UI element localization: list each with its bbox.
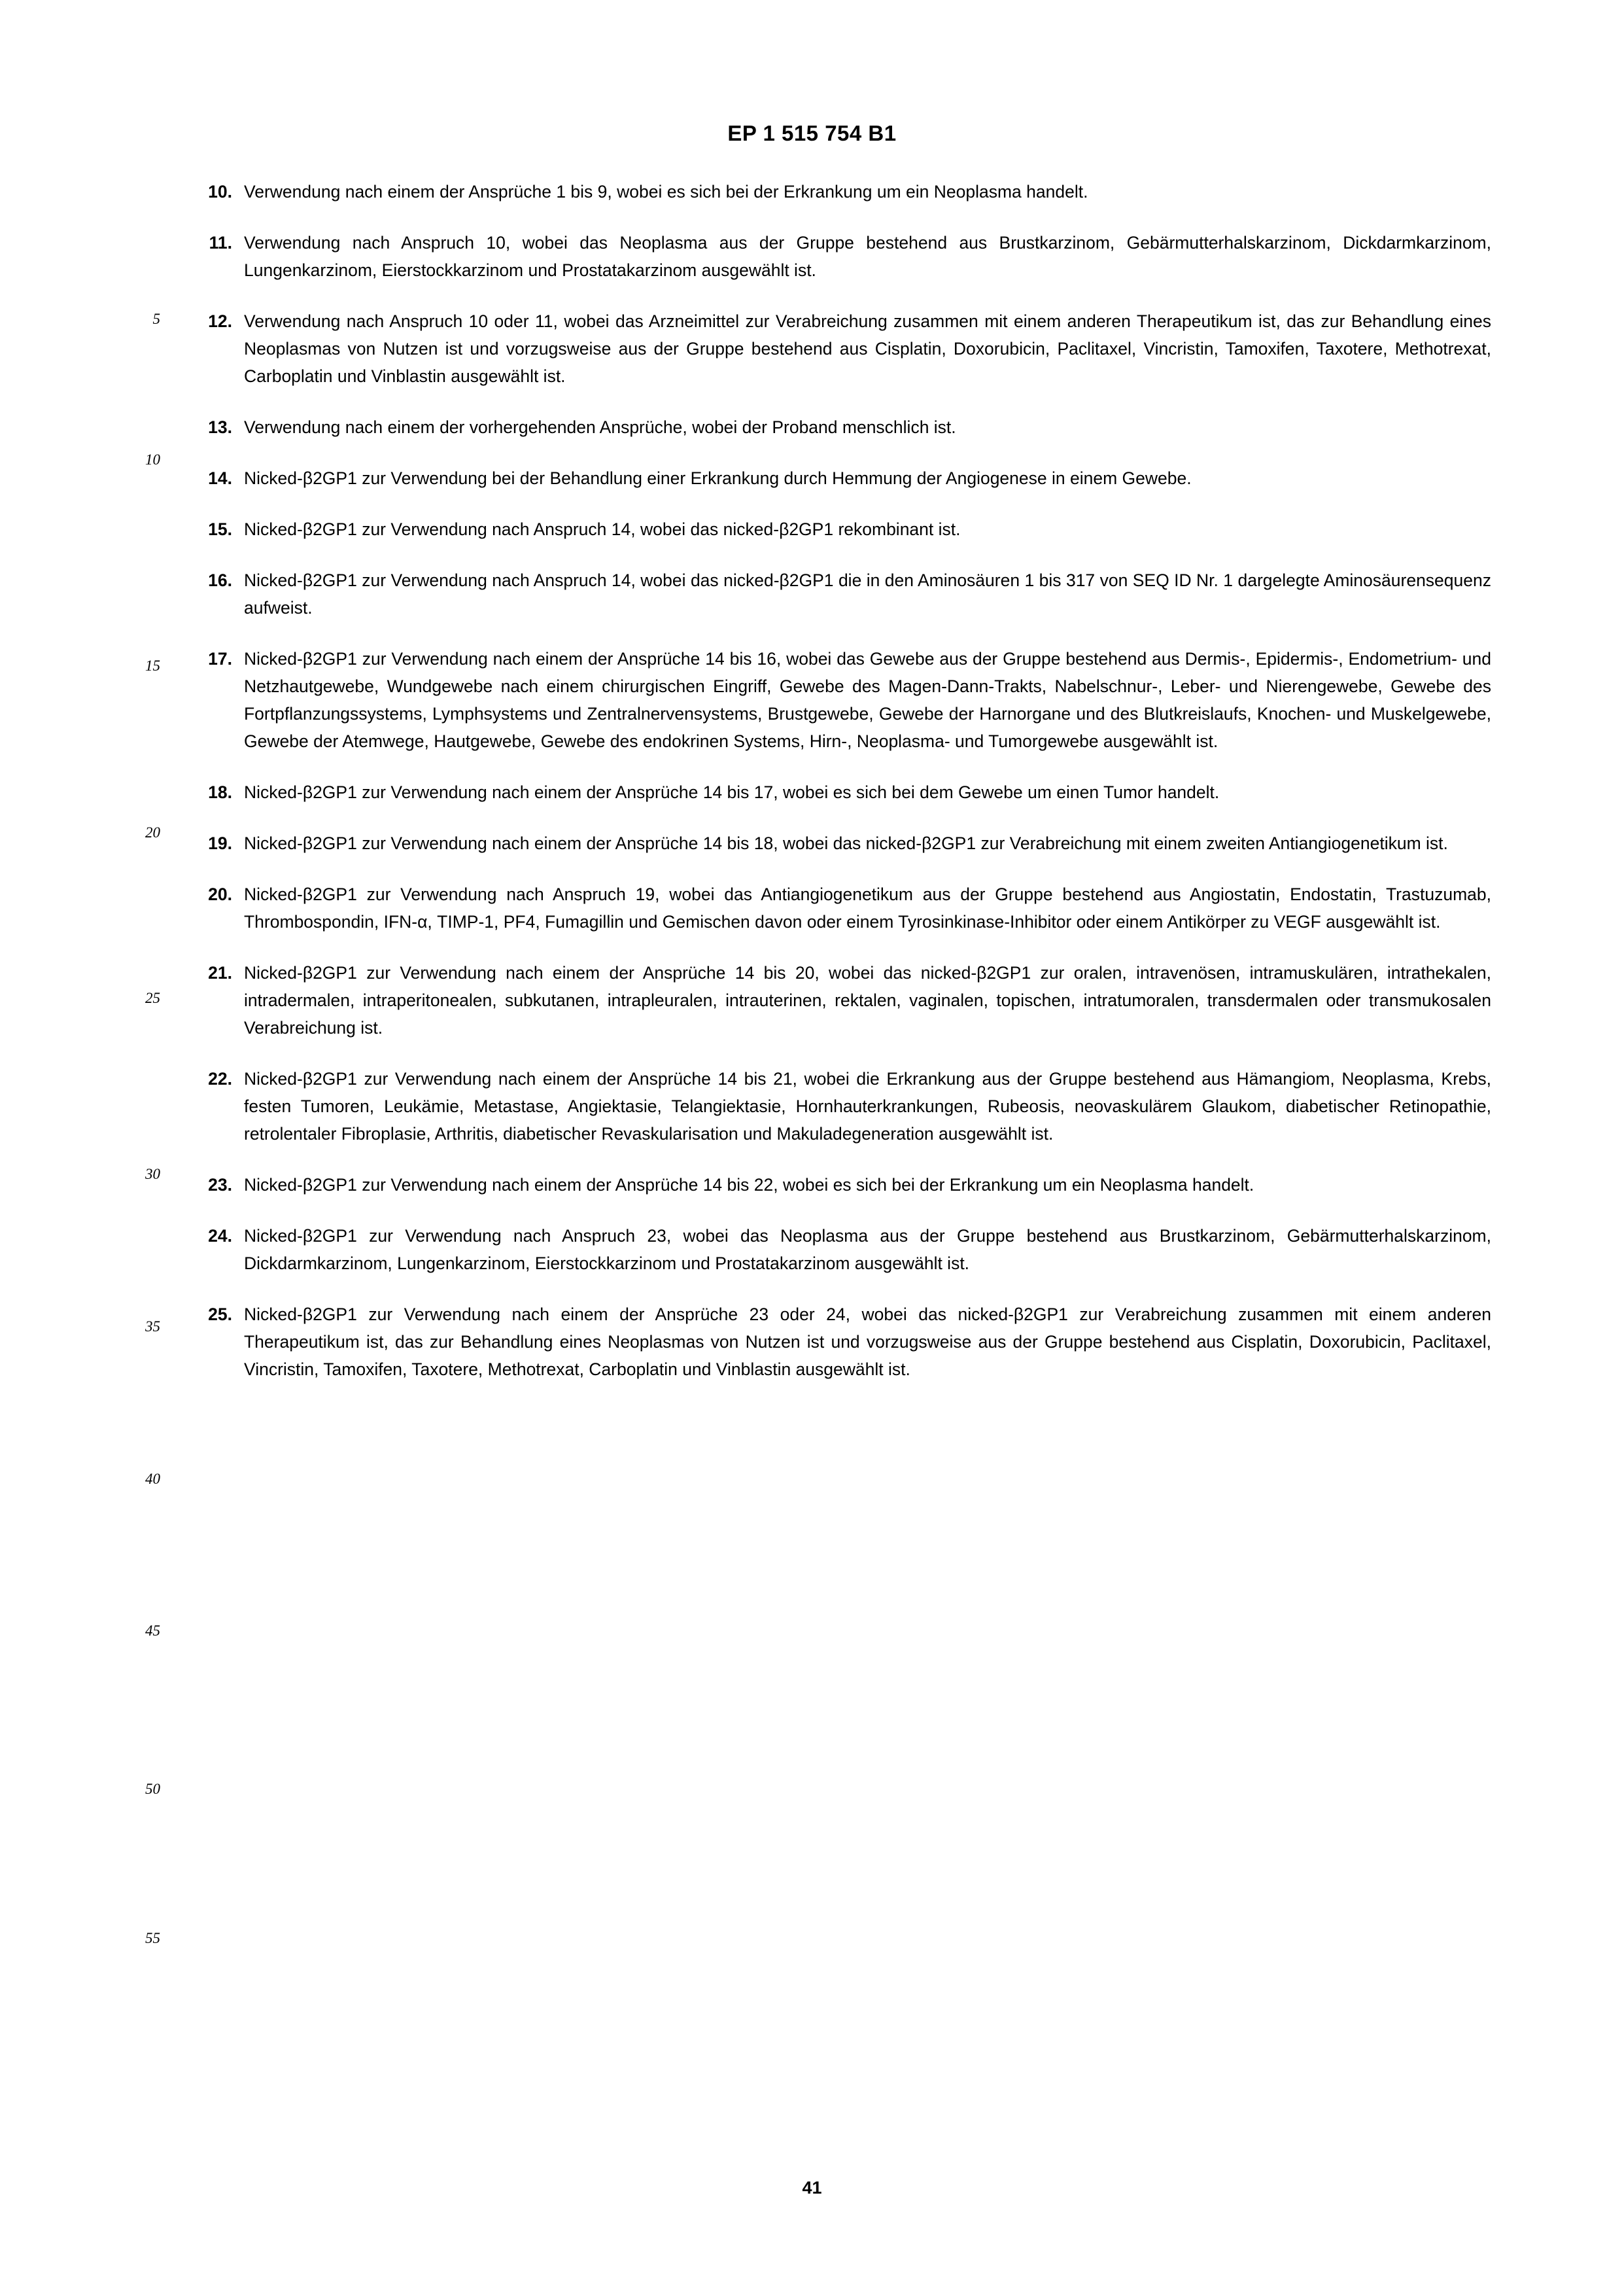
claim-text: Nicked-β2GP1 zur Verwendung bei der Behandlung einer Erkrankung durch Hemmung der Angiogenese in einem Gewebe. xyxy=(244,468,1192,488)
claim-item xyxy=(193,645,1491,755)
claim-text: Nicked-β2GP1 zur Verwendung nach Anspruch 14, wobei das nicked-β2GP1 die in den Aminosäuren 1 bis 317 von SEQ ID Nr. 1 dargelegte Aminosäurensequenz aufweist. xyxy=(244,570,1491,618)
claim-text: Nicked-β2GP1 zur Verwendung nach einem der Ansprüche 14 bis 16, wobei das Gewebe aus der Gruppe bestehend aus Dermis-, Epidermis-, Endometrium- und Netzhautgewebe, Wundgewebe nach einem chirurgischen Eingriff, Gewebe des Magen-Dann-Trakts, Nabelschnur-, Leber- und Nierengewebe, Gewebe des Fortpflanzungssystems, Lymphsystems und Zentralnervensystems, Brustgewebe, Gewebe der Harnorgane und des Blutkreislaufs, Knochen- und Muskelgewebe, Gewebe der Atemwege, Hautgewebe, Gewebe des endokrinen Systems, Hirn-, Neoplasma- und Tumorgewebe ausgewählt ist. xyxy=(244,649,1491,751)
claim-item xyxy=(193,779,1491,806)
claim-item xyxy=(193,413,1491,441)
claim-text: Nicked-β2GP1 zur Verwendung nach Anspruch 19, wobei das Antiangiogenetikum aus der Gruppe bestehend aus Angiostatin, Endostatin, Trastuzumab, Thrombospondin, IFN-α, TIMP-1, PF4, Fumagillin und Gemischen davon oder einem Tyrosinkinase-Inhibitor oder einem Antikörper zu VEGF ausgewählt ist. xyxy=(244,885,1491,932)
page-number: 41 xyxy=(802,2178,822,2198)
line-number: 5 xyxy=(152,311,160,327)
claim-item xyxy=(193,1171,1491,1199)
claim-item xyxy=(193,178,1491,205)
claim-number: 23. xyxy=(208,1175,232,1195)
claim-text: Nicked-β2GP1 zur Verwendung nach einem der Ansprüche 14 bis 18, wobei das nicked-β2GP1 zur Verabreichung mit einem zweiten Antiangiogenetikum ist. xyxy=(244,833,1448,853)
claim-text: Verwendung nach einem der Ansprüche 1 bis 9, wobei es sich bei der Erkrankung um ein Neoplasma handelt. xyxy=(244,182,1088,201)
claim-item xyxy=(193,567,1491,622)
claims-body xyxy=(193,178,1491,1407)
claim-number: 19. xyxy=(208,833,232,853)
claim-text: Verwendung nach Anspruch 10, wobei das Neoplasma aus der Gruppe bestehend aus Brustkarzinom, Gebärmutterhalskarzinom, Dickdarmkarzinom, Lungenkarzinom, Eierstockkarzinom und Prostatakarzinom ausgewählt ist. xyxy=(244,233,1491,280)
claim-number: 18. xyxy=(208,782,232,802)
claim-item xyxy=(193,1301,1491,1383)
claim-text: Nicked-β2GP1 zur Verwendung nach Anspruch 14, wobei das nicked-β2GP1 rekombinant ist. xyxy=(244,519,961,539)
claim-item xyxy=(193,307,1491,390)
claim-text: Nicked-β2GP1 zur Verwendung nach einem der Ansprüche 14 bis 22, wobei es sich bei der Erkrankung um ein Neoplasma handelt. xyxy=(244,1175,1254,1195)
claim-text: Nicked-β2GP1 zur Verwendung nach einem der Ansprüche 14 bis 21, wobei die Erkrankung aus der Gruppe bestehend aus Hämangiom, Neoplasma, Krebs, festen Tumoren, Leukämie, Metastase, Angiektasie, Telangiektasie, Hornhauterkrankungen, Rubeosis, neovaskulärem Glaukom, diabetischer Retinopathie, retrolentaler Fibroplasie, Arthritis, diabetischer Revaskularisation und Makuladegeneration ausgewählt ist. xyxy=(244,1069,1491,1144)
claim-item xyxy=(193,959,1491,1042)
claim-item xyxy=(193,881,1491,936)
claim-number: 12. xyxy=(208,311,232,331)
claim-number: 11. xyxy=(209,233,232,253)
claim-item xyxy=(193,229,1491,284)
page-header: EP 1 515 754 B1 xyxy=(727,121,897,145)
claim-text: Nicked-β2GP1 zur Verwendung nach Anspruch 23, wobei das Neoplasma aus der Gruppe bestehend aus Brustkarzinom, Gebärmutterhalskarzinom, Dickdarmkarzinom, Lungenkarzinom, Eierstockkarzinom und Prostatakarzinom ausgewählt ist. xyxy=(244,1226,1491,1273)
line-number: 20 xyxy=(145,824,160,841)
line-number: 30 xyxy=(145,1166,160,1182)
claim-text: Verwendung nach Anspruch 10 oder 11, wobei das Arzneimittel zur Verabreichung zusammen mit einem anderen Therapeutikum ist, das zur Behandlung eines Neoplasmas von Nutzen ist und vorzugsweise aus der Gruppe bestehend aus Cisplatin, Doxorubicin, Paclitaxel, Vincristin, Tamoxifen, Taxotere, Methotrexat, Carboplatin und Vinblastin ausgewählt ist. xyxy=(244,311,1491,386)
claim-item xyxy=(193,830,1491,857)
line-number: 55 xyxy=(145,1930,160,1946)
claim-number: 13. xyxy=(208,417,232,437)
line-number: 10 xyxy=(145,451,160,468)
claim-number: 22. xyxy=(208,1069,232,1089)
claim-item xyxy=(193,1222,1491,1277)
line-number: 35 xyxy=(145,1318,160,1335)
claim-number: 21. xyxy=(208,963,232,983)
claim-number: 20. xyxy=(208,885,232,904)
line-number: 25 xyxy=(145,990,160,1006)
claim-text: Nicked-β2GP1 zur Verwendung nach einem der Ansprüche 23 oder 24, wobei das nicked-β2GP1 zur Verabreichung zusammen mit einem anderen Therapeutikum ist, das zur Behandlung eines Neoplasmas von Nutzen ist und vorzugsweise aus der Gruppe bestehend aus Cisplatin, Doxorubicin, Paclitaxel, Vincristin, Tamoxifen, Taxotere, Methotrexat, Carboplatin und Vinblastin ausgewählt ist. xyxy=(244,1305,1491,1379)
claim-item xyxy=(193,516,1491,543)
claim-number: 24. xyxy=(208,1226,232,1246)
claim-number: 25. xyxy=(208,1305,232,1324)
claim-text: Nicked-β2GP1 zur Verwendung nach einem der Ansprüche 14 bis 17, wobei es sich bei dem Gewebe um einen Tumor handelt. xyxy=(244,782,1220,802)
claim-number: 15. xyxy=(208,519,232,539)
claim-number: 10. xyxy=(208,182,232,201)
claim-item xyxy=(193,1065,1491,1148)
claim-number: 17. xyxy=(208,649,232,669)
line-number: 15 xyxy=(145,657,160,674)
line-number: 50 xyxy=(145,1781,160,1797)
claim-number: 16. xyxy=(208,570,232,590)
claim-text: Nicked-β2GP1 zur Verwendung nach einem der Ansprüche 14 bis 20, wobei das nicked-β2GP1 zur oralen, intravenösen, intramuskulären, intrathekalen, intradermalen, intraperitonealen, subkutanen, intrapleuralen, intrauterinen, rektalen, vaginalen, topischen, intratumoralen, transdermalen oder transmukosalen Verabreichung ist. xyxy=(244,963,1491,1038)
line-number: 45 xyxy=(145,1622,160,1639)
claim-number: 14. xyxy=(208,468,232,488)
claim-text: Verwendung nach einem der vorhergehenden Ansprüche, wobei der Proband menschlich ist. xyxy=(244,417,956,437)
claim-item xyxy=(193,464,1491,492)
line-number: 40 xyxy=(145,1471,160,1487)
